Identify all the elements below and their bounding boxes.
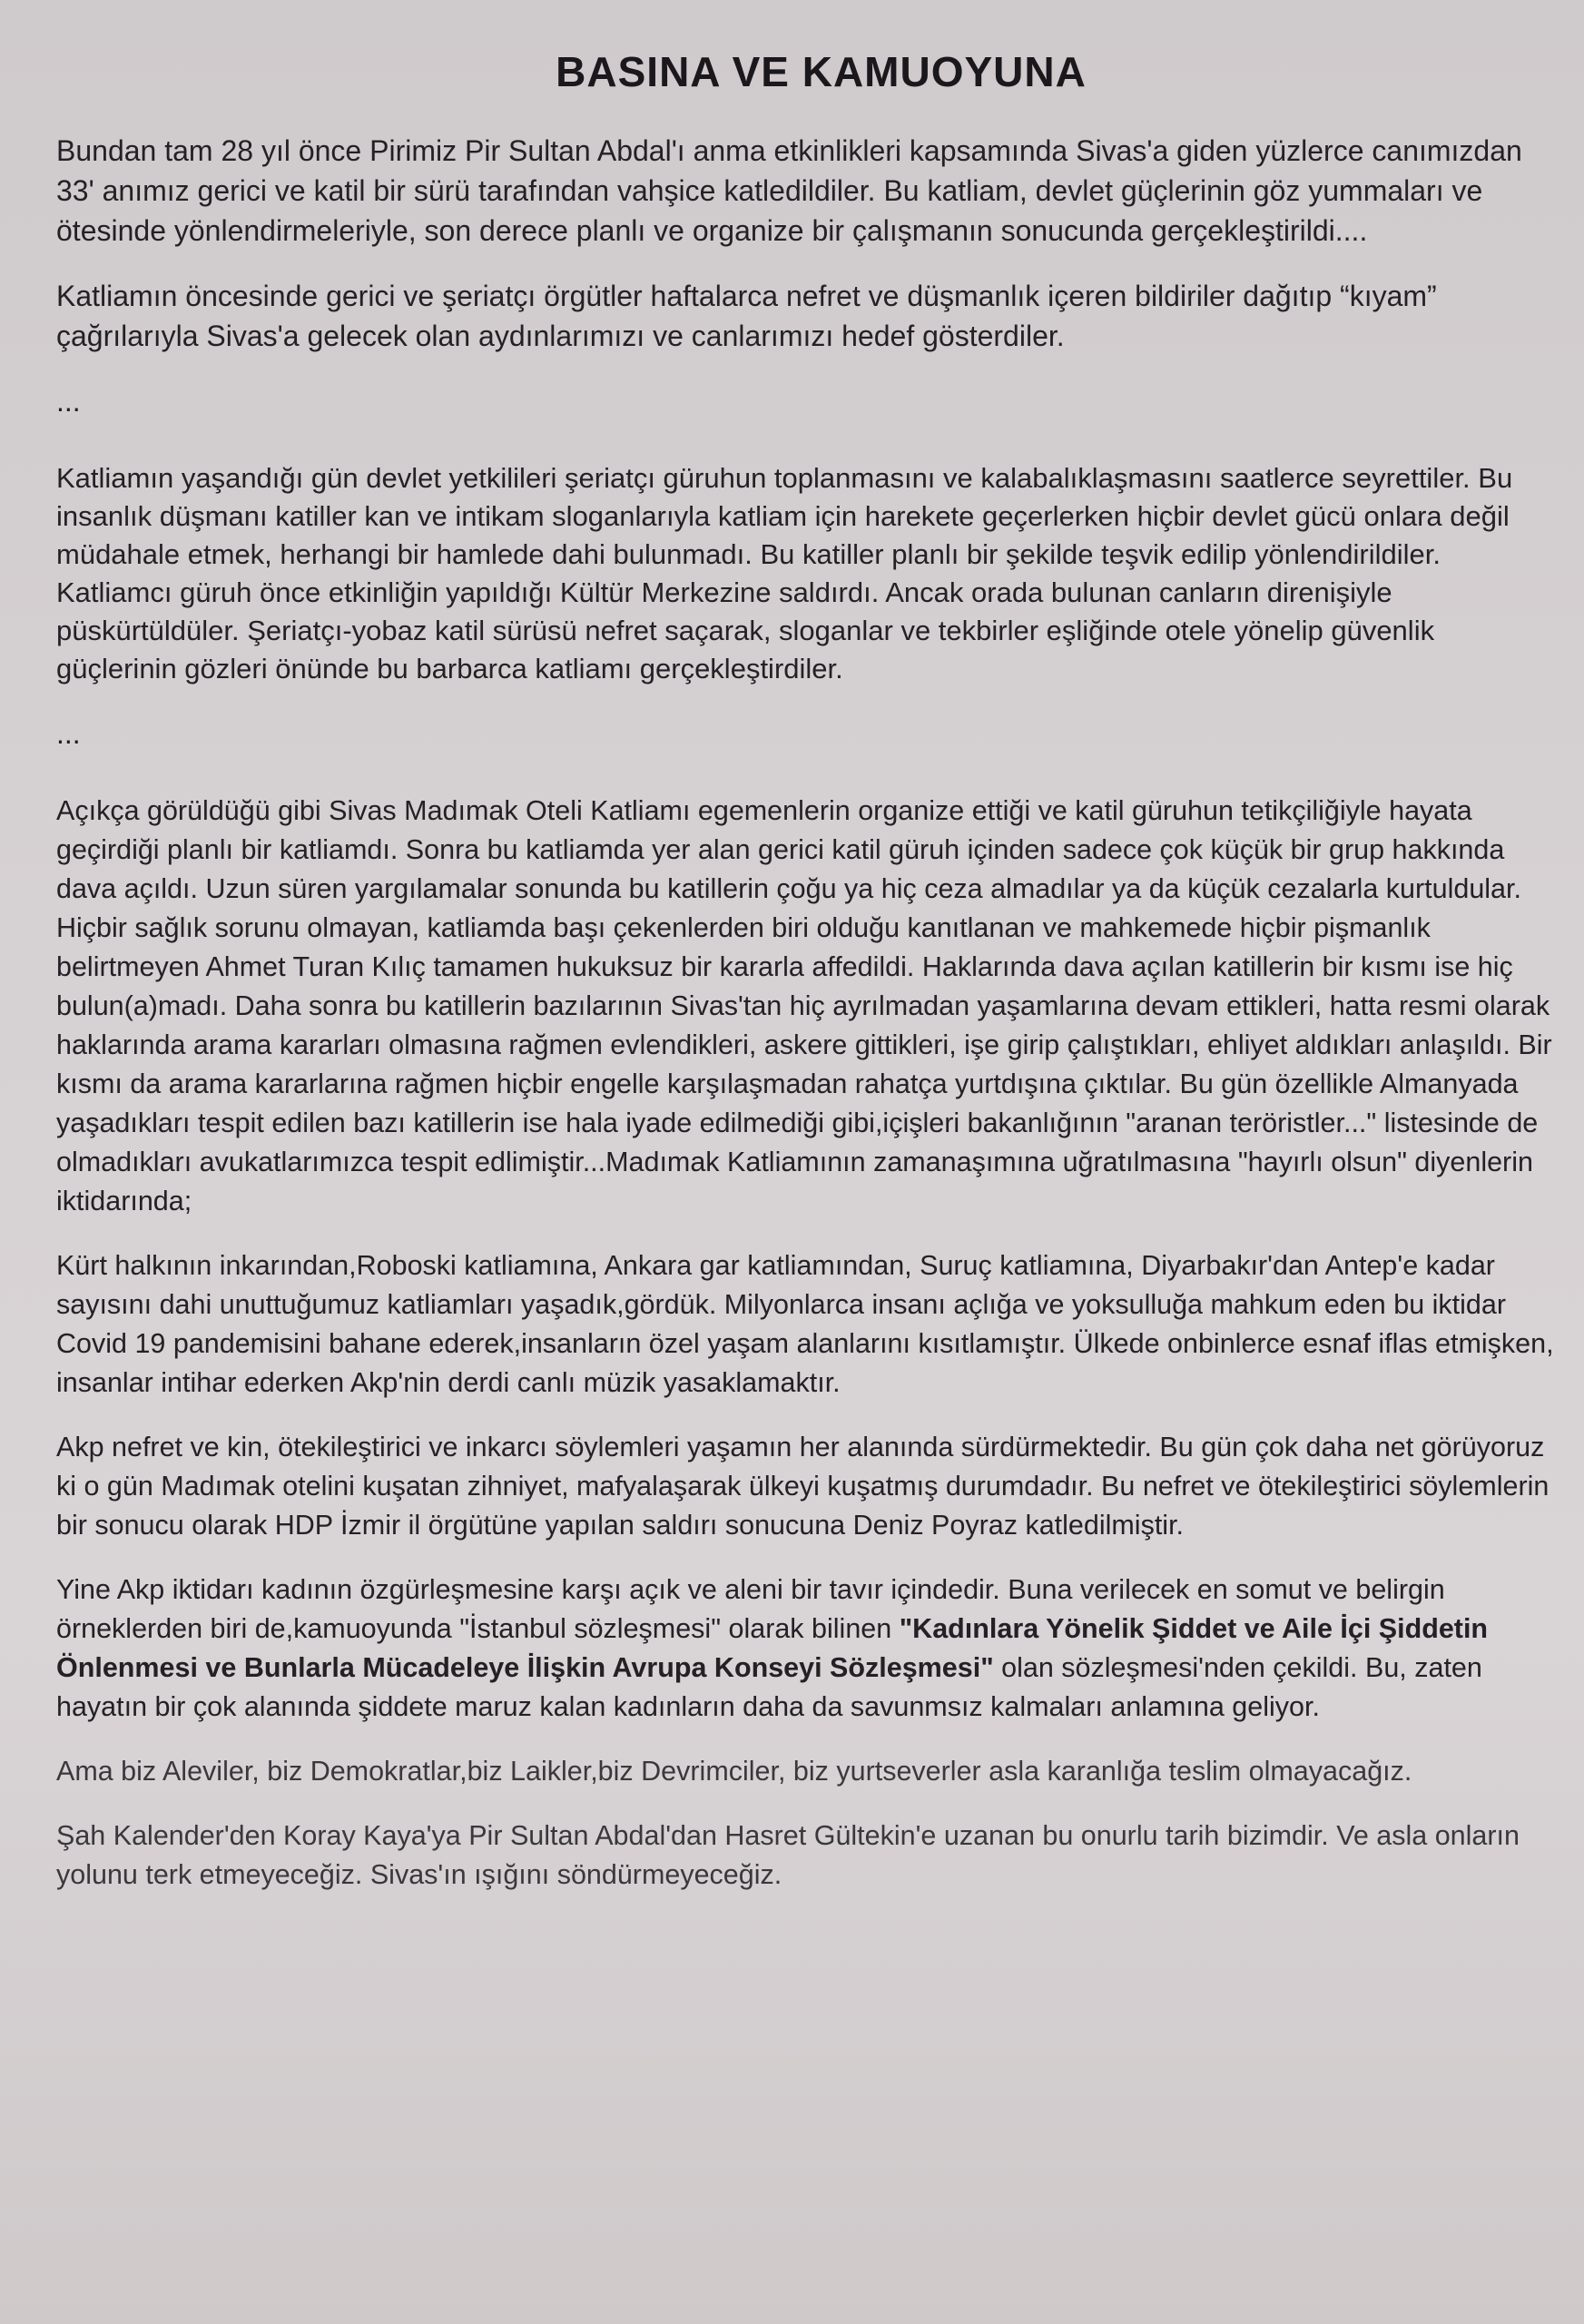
paragraph-trial: Açıkça görüldüğü gibi Sivas Madımak Oteli Katliamı egemenlerin organize ettiği ve katil güruhun tetikçiliğiyle hayata geçirdiği planlı bir katliamdı. Sonra bu katliamda yer alan gerici katil güruh içinden sadece çok küçük bir grup hakkında dava açıldı. Uzun süren yargılamalar sonunda bu katillerin çoğu ya hiç ceza almadılar ya da küçük cezalarla kurtuldular. Hiçbir sağlık sorunu olmayan, katliamda başı çekenlerden biri olduğu kanıtlanan ve mahkemede hiçbir pişmanlık belirtmeyen Ahmet Turan Kılıç tamamen hukuksuz bir kararla affedildi. Haklarında dava açılan katillerin bir kısmı ise hiç bulun(a)madı. Daha sonra bu katillerin bazılarının Sivas'tan hiç ayrılmadan yaşamlarına devam ettikleri, hatta resmi olarak haklarında arama kararları olmasına rağmen evlendikleri, askere gittikleri, işe girip çalıştıkları, ehliyet aldıkları anlaşıldı. Bir kısmı da arama kararlarına rağmen hiçbir engelle karşılaşmadan rahatça yurtdışına çıktılar. Bu gün özellikle Almanyada yaşadıkları tespit edilen bazı katillerin ise hala iyade edilmediği gibi,içişleri bakanlığının "aranan teröristler..." listesinde de olmadıkları avukatlarımızca tespit edlimiştir...Madımak Katliamının zamanaşımına uğratılmasına "hayırlı olsun" diyenlerin iktidarında; xyxy=(56,795,1552,1216)
paragraph-akp-hate: Akp nefret ve kin, ötekileştirici ve inkarcı söylemleri yaşamın her alanında sürdürmektedir. Bu gün çok daha net görüyoruz ki o gün Madımak otelini kuşatan zihniyet, mafyalaşarak ülkeyi kuşatmış durumdadır. Bu nefret ve ötekileştirici söylemlerin bir sonucu olarak HDP İzmir il örgütüne yapılan saldırı sonucuna Deniz Poyraz katledilmiştir. xyxy=(56,1432,1550,1541)
paragraph-istanbul-convention-part-a: Yine Akp iktidarı kadının özgürleşmesine karşı açık ve aleni bir tavır içindedir. Buna verilecek en somut ve belirgin örneklerden biri de,kamuoyunda "İstanbul sözleşmesi" olarak bilinen xyxy=(56,1574,1445,1644)
paragraph-massacres-list: Kürt halkının inkarından,Roboski katliamına, Ankara gar katliamından, Suruç katliamına, Diyarbakır'dan Antep'e kadar sayısını dahi unuttuğumuz katliamları yaşadık,gördük. Milyonlarca insanı açlığa ve yoksulluğa mahkum eden bu iktidar Covid 19 pandemisini bahane ederek,insanların özel yaşam alanlarını kısıtlamıştır. Ülkede onbinlerce esnaf iflas etmişken, insanlar intihar ederken Akp'nin derdi canlı müzik yasaklamaktır. xyxy=(56,1250,1554,1398)
paragraph-istanbul-convention xyxy=(56,1571,1559,1727)
paragraph-closing: Şah Kalender'den Koray Kaya'ya Pir Sultan Abdal'dan Hasret Gültekin'e uzanan bu onurlu tarih bizimdir. Ve asla onların yolunu terk etmeyeceğiz. Sivas'ın ışığını söndürmeyeceğiz. xyxy=(56,1820,1520,1890)
document-title: BASINA VE KAMUOYUNA xyxy=(556,48,1087,95)
paragraph-massacre-day: Katliamın yaşandığı gün devlet yetkilileri şeriatçı güruhun toplanmasını ve kalabalıklaşmasını saatlerce seyrettiler. Bu insanlık düşmanı katiller kan ve intikam sloganlarıyla katliam için harekete geçerlerken hiçbir devlet gücü onlara değil müdahale etmek, herhangi bir hamlede dahi bulunmadı. Bu katiller planlı bir şekilde teşvik edilip yönlendirildiler. Katliamcı güruh önce etkinliğin yapıldığı Kültür Merkezine saldırdı. Ancak orada bulunan canların direnişiyle püskürtüldüler. Şeriatçı-yobaz katil sürüsü nefret saçarak, sloganlar ve tekbirler eşliğinde otele yönelip güvenlik güçlerinin gözleri önünde bu barbarca katliamı gerçekleştirdiler. xyxy=(56,462,1513,684)
ellipsis-separator: ... xyxy=(56,717,81,750)
paragraph-intro: Bundan tam 28 yıl önce Pirimiz Pir Sultan Abdal'ı anma etkinlikleri kapsamında Sivas'a giden yüzlerce canımızdan 33' anımız gerici ve katil bir sürü tarafından vahşice katledildiler. Bu katliam, devlet güçlerinin göz yummaları ve ötesinde yönlendirmeleriyle, son derece planlı ve organize bir çalışmanın sonucunda gerçekleştirildi.... xyxy=(56,134,1522,247)
ellipsis-separator: ... xyxy=(56,385,81,418)
convention-name: "Kadınlara Yönelik Şiddet ve Aile İçi Şiddetin Önlenmesi ve Bunlarla Mücadeleye İlişkin Avrupa Konseyi Sözleşmesi" xyxy=(56,1613,1489,1683)
paragraph-istanbul-convention-part-b: olan sözleşmesi'nden çekildi. Bu, zaten hayatın bir çok alanında şiddete maruz kalan kadınların daha da savunmsız kalmaları anlamına geliyor. xyxy=(56,1652,1482,1722)
paragraph-before-massacre: Katliamın öncesinde gerici ve şeriatçı örgütler haftalarca nefret ve düşmanlık içeren bildiriler dağıtıp “kıyam” çağrılarıyla Sivas'a gelecek olan aydınlarımızı ve canlarımızı hedef gösterdiler. xyxy=(56,280,1437,352)
paragraph-we-will-not-surrender: Ama biz Aleviler, biz Demokratlar,biz Laikler,biz Devrimciler, biz yurtseverler asla karanlığa teslim olmayacağız. xyxy=(56,1756,1412,1787)
